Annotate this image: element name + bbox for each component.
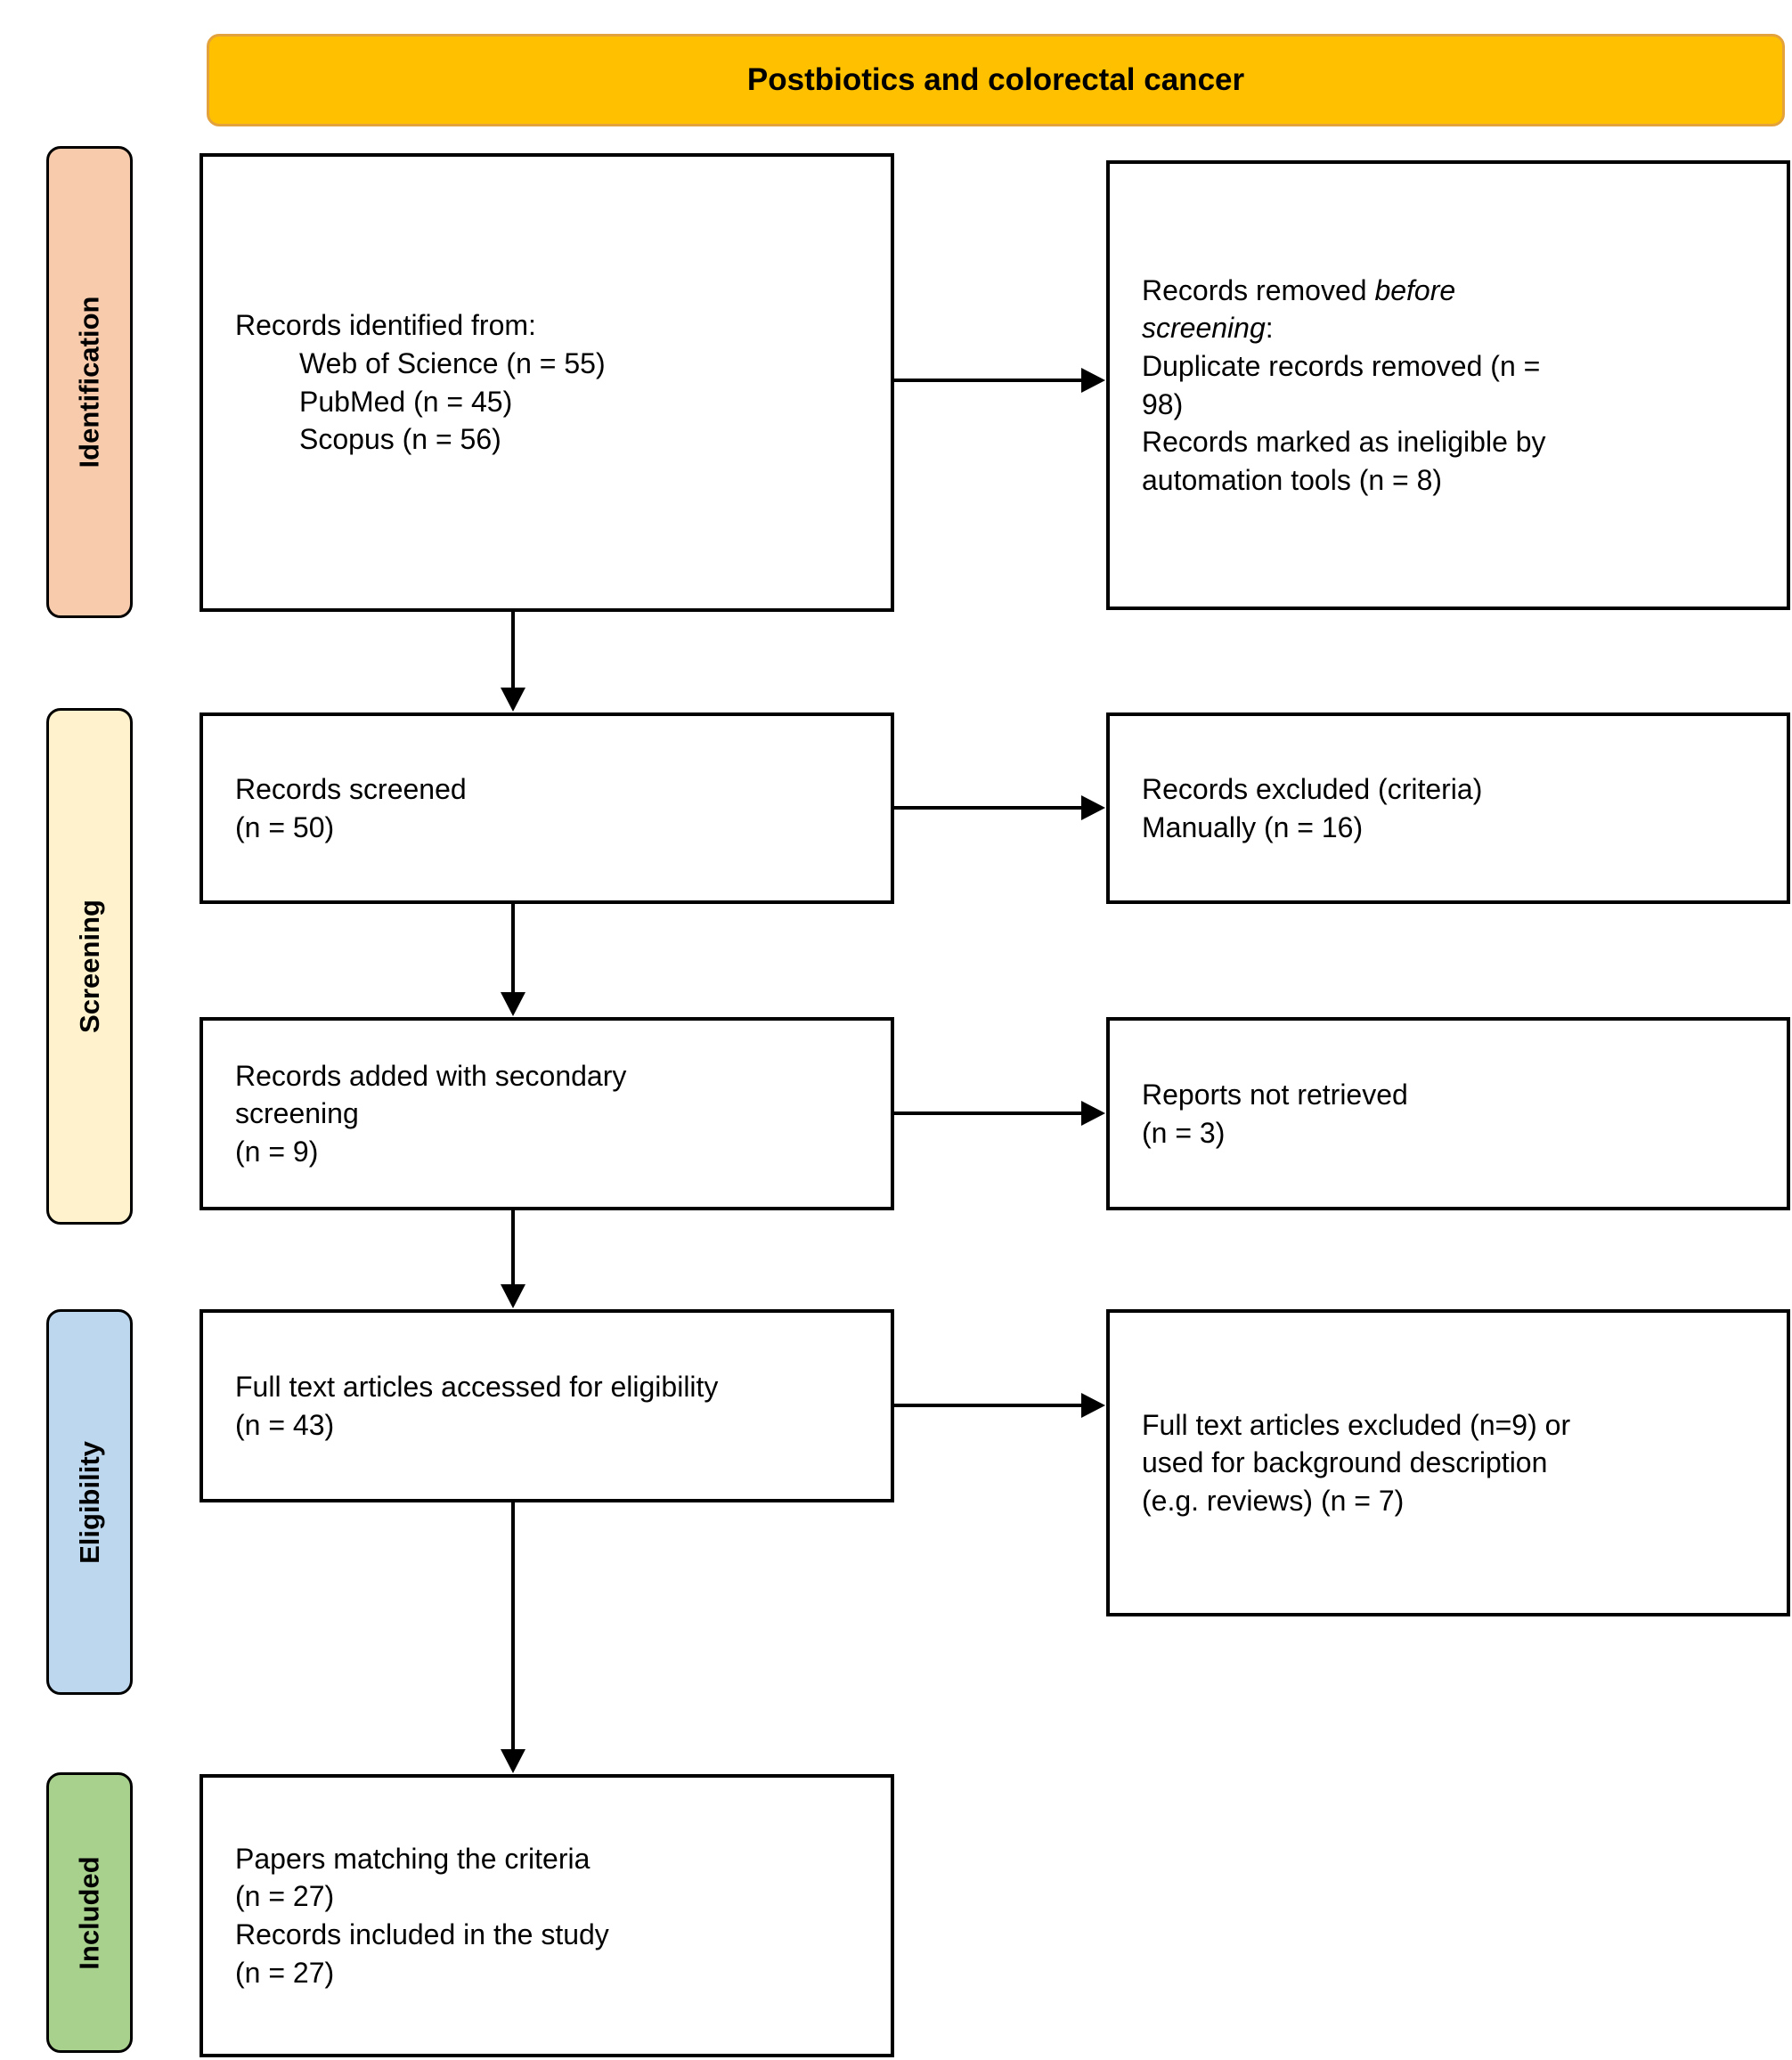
box-records-identified — [200, 153, 894, 612]
full-text-assessed-text: Full text articles accessed for eligibility (n = 43) — [235, 1370, 719, 1441]
full-text-excluded-text: Full text articles excluded (n=9) or used for background description (e.g. reviews) (n = 7) — [1142, 1408, 1571, 1517]
arrow-screened-to-added — [511, 904, 515, 993]
stage-label-screening-text: Screening — [73, 900, 105, 1033]
box-reports-not-retrieved — [1106, 1017, 1790, 1210]
diagram-title: Postbiotics and colorectal cancer — [746, 62, 1245, 97]
reports-not-retrieved-count: (n = 3) — [1142, 1116, 1226, 1149]
box-full-text-excluded — [1106, 1309, 1790, 1616]
arrow-identified-to-removed — [894, 379, 1082, 382]
title-banner — [207, 34, 1785, 126]
arrow-identified-to-screened — [511, 612, 515, 688]
box-full-text-assessed — [200, 1309, 894, 1502]
records-removed-automation: Records marked as ineligible by automation tools (n = 8) — [1142, 426, 1546, 496]
records-identified-source-scopus: Scopus (n = 56) — [299, 423, 501, 456]
records-removed-heading-italic: before screening — [1142, 273, 1456, 345]
arrow-added-to-fulltext — [511, 1210, 515, 1285]
stage-label-included-text: Included — [73, 1855, 105, 1970]
box-records-added-secondary — [200, 1017, 894, 1210]
box-included-records — [200, 1774, 894, 2057]
records-excluded-line-1: Records excluded (criteria) — [1142, 772, 1483, 805]
arrow-fulltext-to-ftexcluded — [894, 1404, 1082, 1407]
included-records-count: (n = 27) — [235, 1956, 335, 1989]
records-identified-source-pubmed: PubMed (n = 45) — [299, 385, 513, 418]
records-excluded-line-2: Manually (n = 16) — [1142, 810, 1364, 843]
records-screened-line-1: Records screened — [235, 772, 467, 805]
records-removed-heading-prefix: Records removed — [1142, 273, 1375, 306]
stage-label-screening — [46, 708, 133, 1225]
stage-label-eligibility — [46, 1309, 133, 1695]
records-identified-source-web-of-science: Web of Science (n = 55) — [299, 346, 606, 379]
records-added-count: (n = 9) — [235, 1135, 319, 1168]
included-papers-count: (n = 27) — [235, 1880, 335, 1913]
box-records-screened — [200, 712, 894, 904]
included-records-line: Records included in the study — [235, 1918, 609, 1950]
records-added-line-1: Records added with secondary screening — [235, 1059, 627, 1130]
arrow-added-to-notretrieved — [894, 1111, 1082, 1115]
included-papers-line: Papers matching the criteria — [235, 1842, 591, 1875]
stage-label-identification-text: Identification — [73, 296, 105, 468]
arrow-screened-to-excluded — [894, 806, 1082, 810]
arrow-fulltext-to-included — [511, 1502, 515, 1750]
box-records-removed — [1106, 160, 1790, 610]
records-removed-heading — [1142, 272, 1569, 347]
records-identified-heading: Records identified from: — [235, 309, 536, 342]
records-removed-duplicates: Duplicate records removed (n = 98) — [1142, 349, 1541, 420]
records-screened-count: (n = 50) — [235, 810, 335, 843]
stage-label-included — [46, 1772, 133, 2053]
records-removed-heading-suffix: : — [1265, 312, 1274, 345]
reports-not-retrieved-line-1: Reports not retrieved — [1142, 1078, 1408, 1111]
stage-label-eligibility-text: Eligibility — [73, 1440, 105, 1564]
box-records-excluded — [1106, 712, 1790, 904]
stage-label-identification — [46, 146, 133, 618]
